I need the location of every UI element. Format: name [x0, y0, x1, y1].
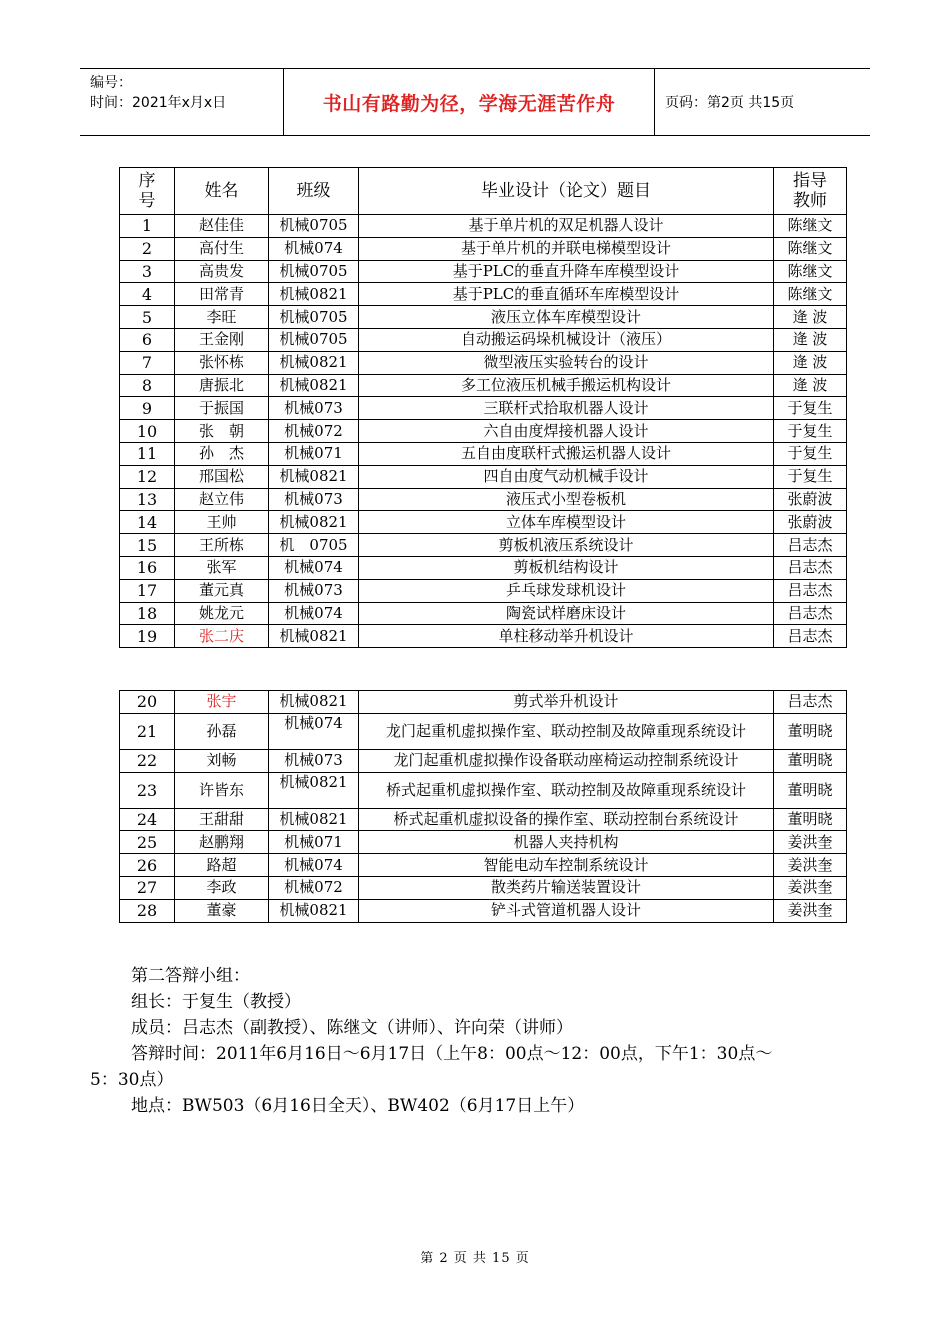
row-number: 2: [120, 237, 175, 260]
student-name: 董豪: [175, 899, 269, 922]
class-name: 机械0821: [269, 691, 359, 714]
class-name: 机械0821: [269, 899, 359, 922]
advisor-name: 陈继文: [774, 283, 847, 306]
row-number: 1: [120, 215, 175, 238]
thesis-topic: 剪板机液压系统设计: [359, 534, 774, 557]
table-row: [120, 772, 847, 808]
group-members: 成员：吕志杰（副教授）、陈继文（讲师）、许向荣（讲师）: [131, 1018, 573, 1038]
table-row: [120, 260, 847, 283]
thesis-topic: 龙门起重机虚拟操作设备联动座椅运动控制系统设计: [359, 749, 774, 772]
header-motto: 书山有路勤为径，学海无涯苦作舟: [283, 69, 655, 135]
row-number: 5: [120, 306, 175, 329]
student-name: 路超: [175, 854, 269, 877]
row-number: 9: [120, 397, 175, 420]
student-name: 王甜甜: [175, 808, 269, 831]
table-row: [120, 283, 847, 306]
row-number: 8: [120, 374, 175, 397]
row-number: 17: [120, 579, 175, 602]
student-name: 赵鹏翔: [175, 831, 269, 854]
student-name: 邢国松: [175, 465, 269, 488]
student-name: 唐振北: [175, 374, 269, 397]
class-name: 机械0821: [269, 465, 359, 488]
advisor-name: 董明晓: [774, 808, 847, 831]
doc-time-label: 时间：2021年x月x日: [90, 95, 227, 111]
table-row: [120, 691, 847, 714]
row-number: 13: [120, 488, 175, 511]
thesis-topic: 液压式小型卷板机: [359, 488, 774, 511]
class-name: 机械0821: [269, 772, 359, 808]
thesis-topic: 龙门起重机虚拟操作室、联动控制及故障重现系统设计: [359, 713, 774, 749]
row-number: 15: [120, 534, 175, 557]
row-number: 12: [120, 465, 175, 488]
advisor-name: 姜洪奎: [774, 831, 847, 854]
table-row: [120, 511, 847, 534]
student-name: 孙 杰: [175, 442, 269, 465]
group-leader: 组长：于复生（教授）: [131, 992, 301, 1012]
advisor-name: 董明晓: [774, 713, 847, 749]
row-number: 21: [120, 713, 175, 749]
class-name: 机械0821: [269, 283, 359, 306]
thesis-topic: 散类药片输送装置设计: [359, 876, 774, 899]
advisor-name: 董明晓: [774, 772, 847, 808]
table-row: [120, 854, 847, 877]
table-row: [120, 306, 847, 329]
student-name: 于振国: [175, 397, 269, 420]
student-name: 刘畅: [175, 749, 269, 772]
student-name: 王金刚: [175, 328, 269, 351]
student-name: 许皆东: [175, 772, 269, 808]
class-name: 机械071: [269, 442, 359, 465]
header-topic: 毕业设计（论文）题目: [359, 168, 774, 215]
defense-time-cont: 5：30点）: [90, 1070, 174, 1090]
thesis-topic: 微型液压实验转台的设计: [359, 351, 774, 374]
advisor-name: 逄 波: [774, 328, 847, 351]
class-name: 机械0821: [269, 511, 359, 534]
advisor-name: 于复生: [774, 420, 847, 443]
table-row: [120, 215, 847, 238]
row-number: 3: [120, 260, 175, 283]
advisor-name: 吕志杰: [774, 579, 847, 602]
row-number: 11: [120, 442, 175, 465]
thesis-topic: 液压立体车库模型设计: [359, 306, 774, 329]
row-number: 7: [120, 351, 175, 374]
table-row: [120, 831, 847, 854]
advisor-name: 于复生: [774, 397, 847, 420]
class-name: 机械073: [269, 749, 359, 772]
defense-place: 地点：BW503（6月16日全天）、BW402（6月17日上午）: [131, 1096, 585, 1116]
thesis-topic: 单柱移动举升机设计: [359, 625, 774, 648]
thesis-topic: 乒乓球发球机设计: [359, 579, 774, 602]
class-name: 机械0821: [269, 808, 359, 831]
header-page-info: 页码：第2页 共15页: [665, 95, 795, 111]
class-name: 机械0821: [269, 625, 359, 648]
table-row: [120, 488, 847, 511]
thesis-topic: 剪式举升机设计: [359, 691, 774, 714]
table-row: [120, 713, 847, 749]
table-row: [120, 602, 847, 625]
row-number: 14: [120, 511, 175, 534]
row-number: 16: [120, 556, 175, 579]
table-header-row: [120, 168, 847, 215]
class-name: 机械073: [269, 488, 359, 511]
class-name: 机械071: [269, 831, 359, 854]
thesis-topic: 四自由度气动机械手设计: [359, 465, 774, 488]
thesis-topic: 剪板机结构设计: [359, 556, 774, 579]
student-name: 张军: [175, 556, 269, 579]
class-name: 机械073: [269, 579, 359, 602]
thesis-topic: 自动搬运码垛机械设计（液压）: [359, 328, 774, 351]
thesis-topic: 桥式起重机虚拟操作室、联动控制及故障重现系统设计: [359, 772, 774, 808]
row-number: 4: [120, 283, 175, 306]
class-name: 机械073: [269, 397, 359, 420]
class-name: 机械072: [269, 876, 359, 899]
defense-group-notes: [90, 963, 870, 1119]
header-name: 姓名: [175, 168, 269, 215]
student-name: 姚龙元: [175, 602, 269, 625]
advisor-name: 逄 波: [774, 306, 847, 329]
thesis-topic: 基于PLC的垂直升降车库模型设计: [359, 260, 774, 283]
page-header: [80, 68, 870, 136]
thesis-topic: 陶瓷试样磨床设计: [359, 602, 774, 625]
class-name: 机械0705: [269, 215, 359, 238]
table-body-part1: [120, 215, 847, 648]
table-row: [120, 876, 847, 899]
table-row: [120, 420, 847, 443]
row-number: 6: [120, 328, 175, 351]
class-name: 机械074: [269, 556, 359, 579]
table-row: [120, 442, 847, 465]
thesis-table-part1: [119, 167, 847, 648]
table-row: [120, 374, 847, 397]
table-row: [120, 899, 847, 922]
advisor-name: 逄 波: [774, 374, 847, 397]
row-number: 10: [120, 420, 175, 443]
thesis-topic: 五自由度联杆式搬运机器人设计: [359, 442, 774, 465]
row-number: 24: [120, 808, 175, 831]
defense-time: 答辩时间：2011年6月16日～6月17日（上午8：00点～12：00点，下午1：30点～: [131, 1044, 773, 1064]
table-row: [120, 328, 847, 351]
class-name: 机械0821: [269, 374, 359, 397]
class-name: 机械0821: [269, 351, 359, 374]
table-body-part2: [120, 691, 847, 923]
thesis-topic: 智能电动车控制系统设计: [359, 854, 774, 877]
advisor-name: 陈继文: [774, 215, 847, 238]
advisor-name: 吕志杰: [774, 625, 847, 648]
thesis-topic: 立体车库模型设计: [359, 511, 774, 534]
advisor-name: 吕志杰: [774, 691, 847, 714]
table-row: [120, 237, 847, 260]
header-class: 班级: [269, 168, 359, 215]
class-name: 机械074: [269, 854, 359, 877]
student-name: 董元真: [175, 579, 269, 602]
table-row: [120, 465, 847, 488]
row-number: 19: [120, 625, 175, 648]
advisor-name: 吕志杰: [774, 534, 847, 557]
row-number: 26: [120, 854, 175, 877]
class-name: 机械0705: [269, 328, 359, 351]
student-name: 张二庆: [175, 625, 269, 648]
row-number: 18: [120, 602, 175, 625]
student-name: 李旺: [175, 306, 269, 329]
thesis-topic: 基于单片机的并联电梯模型设计: [359, 237, 774, 260]
thesis-topic: 机器人夹持机构: [359, 831, 774, 854]
student-name: 张 朝: [175, 420, 269, 443]
thesis-topic: 桥式起重机虚拟设备的操作室、联动控制台系统设计: [359, 808, 774, 831]
advisor-name: 逄 波: [774, 351, 847, 374]
advisor-name: 吕志杰: [774, 556, 847, 579]
class-name: 机 0705: [269, 534, 359, 557]
advisor-name: 吕志杰: [774, 602, 847, 625]
thesis-topic: 三联杆式拾取机器人设计: [359, 397, 774, 420]
advisor-name: 陈继文: [774, 237, 847, 260]
advisor-name: 张蔚波: [774, 511, 847, 534]
row-number: 23: [120, 772, 175, 808]
header-meta: [80, 69, 283, 135]
header-teacher: 指导 教师: [774, 168, 847, 215]
table-row: [120, 534, 847, 557]
table-row: [120, 749, 847, 772]
table-row: [120, 625, 847, 648]
advisor-name: 姜洪奎: [774, 854, 847, 877]
class-name: 机械0705: [269, 260, 359, 283]
thesis-topic: 六自由度焊接机器人设计: [359, 420, 774, 443]
table-row: [120, 579, 847, 602]
student-name: 赵佳佳: [175, 215, 269, 238]
table-row: [120, 351, 847, 374]
class-name: 机械074: [269, 602, 359, 625]
student-name: 李政: [175, 876, 269, 899]
class-name: 机械0705: [269, 306, 359, 329]
advisor-name: 陈继文: [774, 260, 847, 283]
advisor-name: 张蔚波: [774, 488, 847, 511]
page-footer: 第 2 页 共 15 页: [420, 1251, 530, 1266]
advisor-name: 于复生: [774, 442, 847, 465]
student-name: 张怀栋: [175, 351, 269, 374]
student-name: 高贵发: [175, 260, 269, 283]
student-name: 田常青: [175, 283, 269, 306]
class-name: 机械072: [269, 420, 359, 443]
thesis-topic: 基于单片机的双足机器人设计: [359, 215, 774, 238]
row-number: 20: [120, 691, 175, 714]
student-name: 张宇: [175, 691, 269, 714]
thesis-topic: 铲斗式管道机器人设计: [359, 899, 774, 922]
table-row: [120, 808, 847, 831]
header-seq: 序 号: [120, 168, 175, 215]
student-name: 赵立伟: [175, 488, 269, 511]
row-number: 28: [120, 899, 175, 922]
table-row: [120, 397, 847, 420]
class-name: 机械074: [269, 237, 359, 260]
group-title: 第二答辩小组：: [131, 966, 250, 986]
student-name: 高付生: [175, 237, 269, 260]
row-number: 27: [120, 876, 175, 899]
advisor-name: 董明晓: [774, 749, 847, 772]
advisor-name: 姜洪奎: [774, 876, 847, 899]
table-row: [120, 556, 847, 579]
student-name: 孙磊: [175, 713, 269, 749]
thesis-topic: 基于PLC的垂直循环车库模型设计: [359, 283, 774, 306]
thesis-table-part2: [119, 690, 847, 923]
row-number: 22: [120, 749, 175, 772]
row-number: 25: [120, 831, 175, 854]
doc-code-label: 编号：: [90, 75, 132, 91]
thesis-topic: 多工位液压机械手搬运机构设计: [359, 374, 774, 397]
advisor-name: 姜洪奎: [774, 899, 847, 922]
advisor-name: 于复生: [774, 465, 847, 488]
student-name: 王所栋: [175, 534, 269, 557]
student-name: 王帅: [175, 511, 269, 534]
class-name: 机械074: [269, 713, 359, 749]
